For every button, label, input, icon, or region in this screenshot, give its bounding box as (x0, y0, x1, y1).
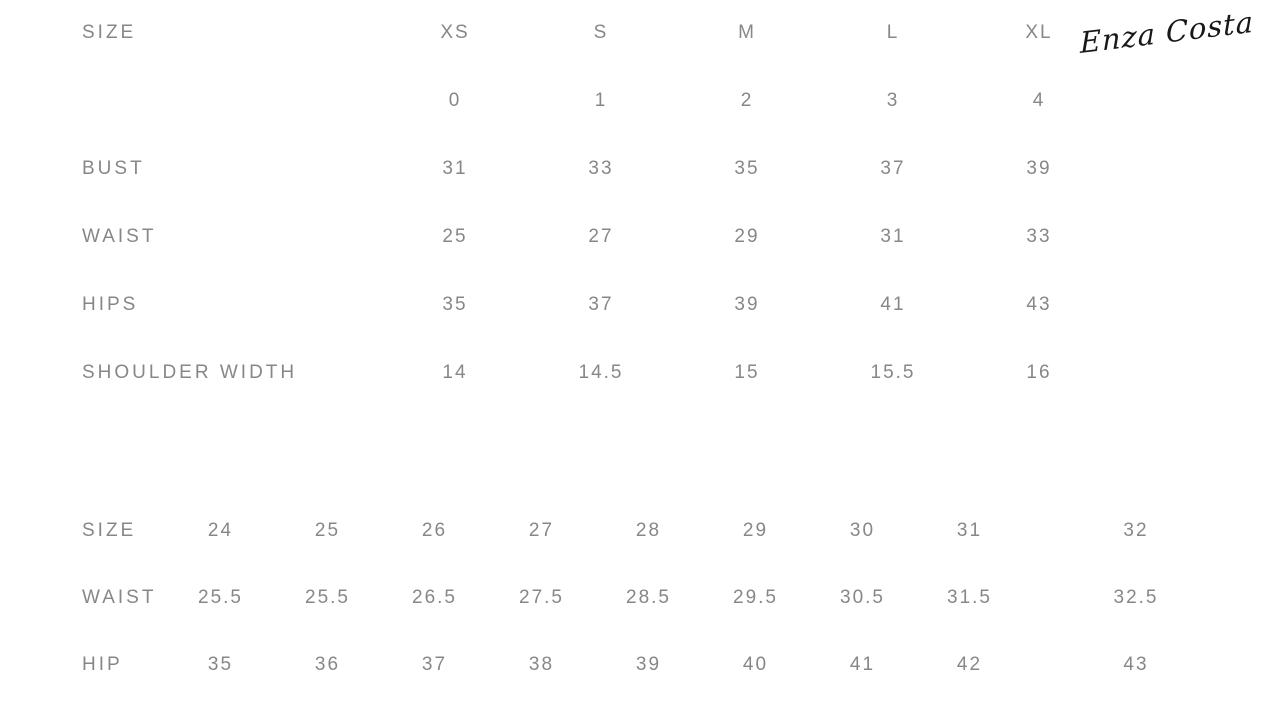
size-number-cell: 1 (594, 90, 608, 111)
size-number-cell: 24 (207, 519, 234, 541)
measurement-cell: 25.5 (198, 586, 243, 608)
table-row-hip (82, 631, 1249, 698)
empty-cell (82, 67, 382, 135)
measurement-cell: 30.5 (840, 586, 885, 608)
measurement-cell: 41 (880, 294, 906, 315)
size-letter-cell: XL (1025, 22, 1053, 43)
measurement-cell: 35 (734, 158, 760, 179)
measurement-cell: 39 (1026, 158, 1052, 179)
table-row-sizes (82, 497, 1249, 564)
brand-logo: Enza Costa (1079, 4, 1255, 61)
measurement-cell: 37 (421, 653, 448, 675)
measurement-cell: 37 (588, 294, 614, 315)
measurement-cell: 40 (742, 653, 769, 675)
row-label-hip: HIP (82, 653, 123, 675)
size-number-cell: 27 (528, 519, 555, 541)
row-label-hips: HIPS (82, 294, 139, 315)
size-letter-cell: M (738, 22, 756, 43)
size-letter-cell: S (593, 22, 609, 43)
row-label-waist: WAIST (82, 226, 157, 247)
measurement-cell: 37 (880, 158, 906, 179)
row-label-waist: WAIST (82, 586, 157, 608)
measurement-cell: 15 (734, 362, 760, 383)
table-row-size-numbers (82, 67, 1112, 135)
size-number-cell: 2 (740, 90, 754, 111)
letter-size-table (82, 0, 1112, 407)
size-number-cell: 3 (886, 90, 900, 111)
measurement-cell: 25 (442, 226, 468, 247)
row-label-shoulder-width: SHOULDER WIDTH (82, 362, 298, 383)
measurement-cell: 38 (528, 653, 555, 675)
measurement-cell: 41 (849, 653, 876, 675)
table-row-shoulder-width (82, 339, 1112, 407)
measurement-cell: 27 (588, 226, 614, 247)
measurement-cell: 31.5 (947, 586, 992, 608)
numeric-size-table (82, 497, 1249, 698)
table-row-bust (82, 135, 1112, 203)
size-letter-cell: L (886, 22, 900, 43)
measurement-cell: 25.5 (305, 586, 350, 608)
size-number-cell: 4 (1032, 90, 1046, 111)
measurement-cell: 33 (588, 158, 614, 179)
measurement-cell: 15.5 (870, 362, 916, 383)
table-row-waist (82, 564, 1249, 631)
size-number-cell: 28 (635, 519, 662, 541)
measurement-cell: 36 (314, 653, 341, 675)
size-number-cell: 26 (421, 519, 448, 541)
measurement-cell: 31 (442, 158, 468, 179)
measurement-cell: 31 (880, 226, 906, 247)
table-row-size-letters (82, 0, 1112, 67)
size-number-cell: 31 (956, 519, 983, 541)
size-letter-cell: XS (440, 22, 470, 43)
measurement-cell: 39 (635, 653, 662, 675)
measurement-cell: 35 (442, 294, 468, 315)
row-label-size: SIZE (82, 519, 137, 541)
measurement-cell: 28.5 (626, 586, 671, 608)
table-row-waist (82, 203, 1112, 271)
measurement-cell: 16 (1026, 362, 1052, 383)
measurement-cell: 43 (1026, 294, 1052, 315)
row-label-size: SIZE (82, 22, 137, 43)
measurement-cell: 14 (442, 362, 468, 383)
measurement-cell: 26.5 (412, 586, 457, 608)
measurement-cell: 27.5 (519, 586, 564, 608)
measurement-cell: 14.5 (578, 362, 624, 383)
measurement-cell: 29 (734, 226, 760, 247)
measurement-cell: 35 (207, 653, 234, 675)
size-number-cell: 29 (742, 519, 769, 541)
measurement-cell: 42 (956, 653, 983, 675)
size-number-cell: 0 (448, 90, 462, 111)
size-number-cell: 32 (1123, 519, 1149, 541)
table-row-hips (82, 271, 1112, 339)
measurement-cell: 32.5 (1113, 586, 1159, 608)
row-label-bust: BUST (82, 158, 145, 179)
size-number-cell: 30 (849, 519, 876, 541)
measurement-cell: 33 (1026, 226, 1052, 247)
size-number-cell: 25 (314, 519, 341, 541)
measurement-cell: 43 (1123, 653, 1149, 675)
measurement-cell: 29.5 (733, 586, 778, 608)
measurement-cell: 39 (734, 294, 760, 315)
